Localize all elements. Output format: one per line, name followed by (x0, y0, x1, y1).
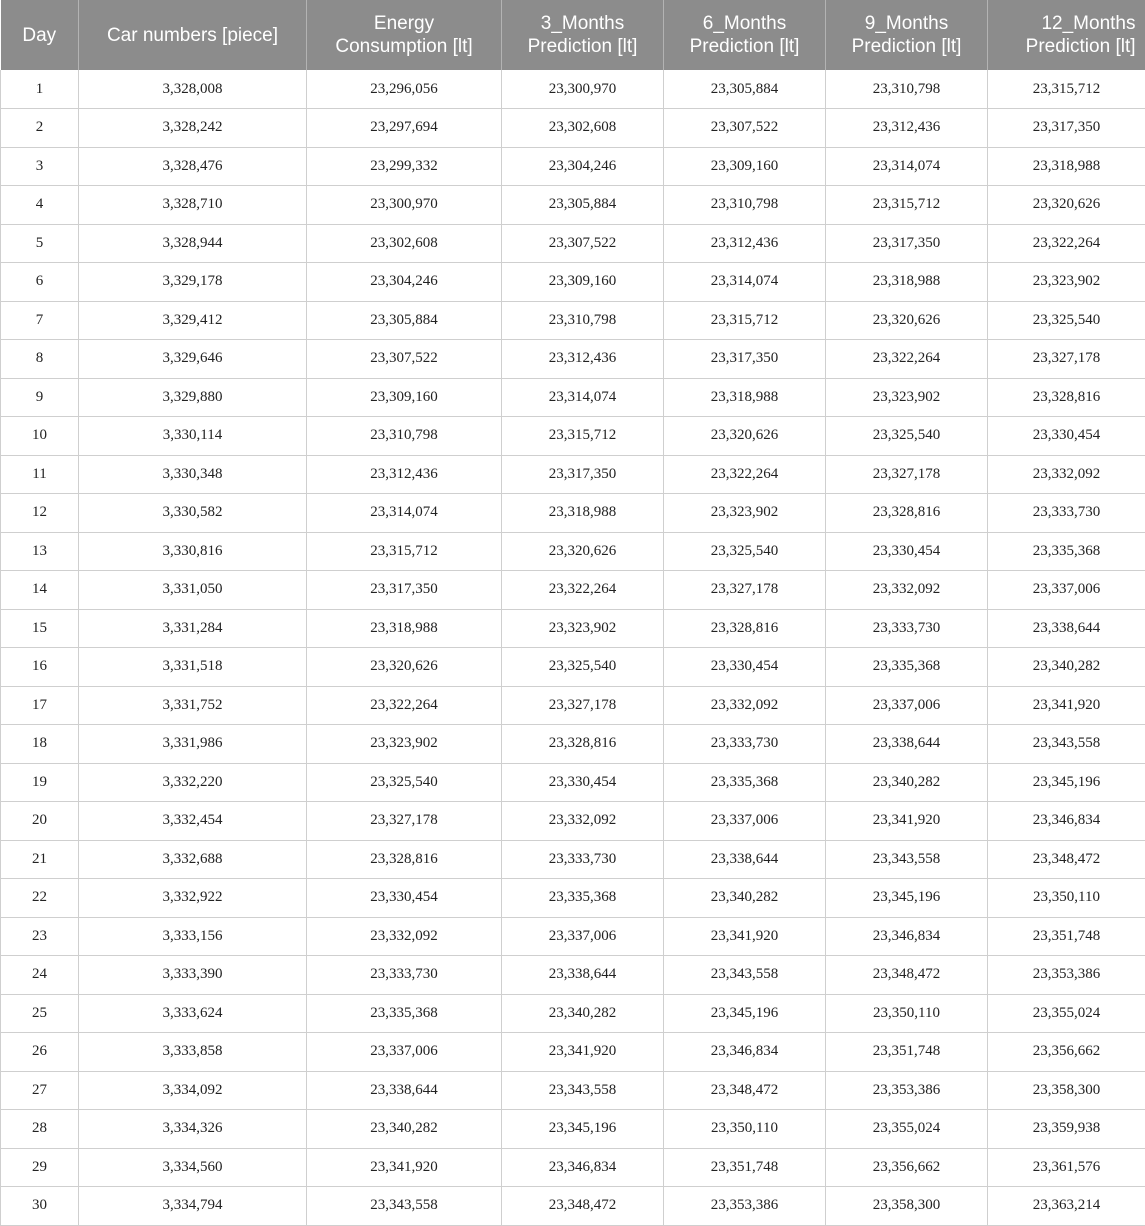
prediction-9m-cell: 23,346,834 (826, 917, 988, 956)
prediction-12m-cell: 23,359,938 (988, 1110, 1145, 1149)
table-row (1, 109, 1145, 148)
prediction-9m-cell: 23,327,178 (826, 455, 988, 494)
table-row (1, 301, 1145, 340)
day-cell: 8 (1, 340, 79, 379)
energy-consumption-cell: 23,299,332 (307, 147, 502, 186)
prediction-12m-cell: 23,355,024 (988, 994, 1145, 1033)
energy-consumption-cell: 23,297,694 (307, 109, 502, 148)
prediction-9m-cell: 23,335,368 (826, 648, 988, 687)
prediction-9m-cell: 23,356,662 (826, 1148, 988, 1187)
prediction-3m-cell: 23,302,608 (502, 109, 664, 148)
day-cell: 3 (1, 147, 79, 186)
energy-consumption-cell: 23,322,264 (307, 686, 502, 725)
prediction-3m-cell: 23,345,196 (502, 1110, 664, 1149)
day-cell: 6 (1, 263, 79, 302)
header-day: Day (1, 0, 79, 70)
prediction-3m-cell: 23,341,920 (502, 1033, 664, 1072)
day-cell: 17 (1, 686, 79, 725)
day-cell: 28 (1, 1110, 79, 1149)
table-row (1, 879, 1145, 918)
car-numbers-cell: 3,333,624 (79, 994, 307, 1033)
prediction-3m-cell: 23,335,368 (502, 879, 664, 918)
prediction-3m-cell: 23,309,160 (502, 263, 664, 302)
energy-consumption-cell: 23,330,454 (307, 879, 502, 918)
table-row (1, 224, 1145, 263)
prediction-6m-cell: 23,353,386 (664, 1187, 826, 1226)
table-row (1, 455, 1145, 494)
day-cell: 29 (1, 1148, 79, 1187)
day-cell: 9 (1, 378, 79, 417)
header-car-numbers: Car numbers [piece] (79, 0, 307, 70)
table-row (1, 763, 1145, 802)
prediction-12m-cell: 23,333,730 (988, 494, 1145, 533)
car-numbers-cell: 3,331,050 (79, 571, 307, 610)
day-cell: 7 (1, 301, 79, 340)
prediction-12m-cell: 23,348,472 (988, 840, 1145, 879)
prediction-6m-cell: 23,322,264 (664, 455, 826, 494)
energy-consumption-cell: 23,343,558 (307, 1187, 502, 1226)
prediction-3m-cell: 23,333,730 (502, 840, 664, 879)
prediction-3m-cell: 23,340,282 (502, 994, 664, 1033)
car-numbers-cell: 3,334,092 (79, 1071, 307, 1110)
prediction-3m-cell: 23,314,074 (502, 378, 664, 417)
car-numbers-cell: 3,330,582 (79, 494, 307, 533)
day-cell: 12 (1, 494, 79, 533)
day-cell: 15 (1, 609, 79, 648)
header-12-months-prediction: 12_Months Prediction [lt] (988, 0, 1145, 70)
day-cell: 4 (1, 186, 79, 225)
prediction-3m-cell: 23,304,246 (502, 147, 664, 186)
car-numbers-cell: 3,328,242 (79, 109, 307, 148)
day-cell: 18 (1, 725, 79, 764)
table-body (1, 70, 1145, 1225)
prediction-12m-cell: 23,322,264 (988, 224, 1145, 263)
day-cell: 13 (1, 532, 79, 571)
car-numbers-cell: 3,328,008 (79, 70, 307, 109)
energy-consumption-cell: 23,314,074 (307, 494, 502, 533)
car-numbers-cell: 3,331,284 (79, 609, 307, 648)
prediction-6m-cell: 23,345,196 (664, 994, 826, 1033)
table-row (1, 1110, 1145, 1149)
prediction-9m-cell: 23,340,282 (826, 763, 988, 802)
prediction-3m-cell: 23,307,522 (502, 224, 664, 263)
energy-consumption-cell: 23,320,626 (307, 648, 502, 687)
day-cell: 30 (1, 1187, 79, 1226)
prediction-3m-cell: 23,315,712 (502, 417, 664, 456)
car-numbers-cell: 3,330,114 (79, 417, 307, 456)
prediction-3m-cell: 23,338,644 (502, 956, 664, 995)
prediction-9m-cell: 23,315,712 (826, 186, 988, 225)
prediction-6m-cell: 23,333,730 (664, 725, 826, 764)
header-energy-consumption: Energy Consumption [lt] (307, 0, 502, 70)
prediction-6m-cell: 23,351,748 (664, 1148, 826, 1187)
energy-consumption-cell: 23,338,644 (307, 1071, 502, 1110)
prediction-6m-cell: 23,320,626 (664, 417, 826, 456)
day-cell: 27 (1, 1071, 79, 1110)
energy-consumption-cell: 23,317,350 (307, 571, 502, 610)
prediction-9m-cell: 23,332,092 (826, 571, 988, 610)
prediction-3m-cell: 23,348,472 (502, 1187, 664, 1226)
table-row (1, 417, 1145, 456)
table-header (1, 0, 1145, 70)
prediction-6m-cell: 23,318,988 (664, 378, 826, 417)
table-row (1, 378, 1145, 417)
prediction-12m-cell: 23,338,644 (988, 609, 1145, 648)
car-numbers-cell: 3,332,454 (79, 802, 307, 841)
prediction-9m-cell: 23,348,472 (826, 956, 988, 995)
prediction-12m-cell: 23,335,368 (988, 532, 1145, 571)
prediction-3m-cell: 23,330,454 (502, 763, 664, 802)
prediction-9m-cell: 23,322,264 (826, 340, 988, 379)
prediction-9m-cell: 23,325,540 (826, 417, 988, 456)
prediction-12m-cell: 23,351,748 (988, 917, 1145, 956)
car-numbers-cell: 3,329,880 (79, 378, 307, 417)
car-numbers-cell: 3,329,178 (79, 263, 307, 302)
prediction-3m-cell: 23,328,816 (502, 725, 664, 764)
energy-consumption-cell: 23,333,730 (307, 956, 502, 995)
header-9-months-prediction: 9_Months Prediction [lt] (826, 0, 988, 70)
car-numbers-cell: 3,330,348 (79, 455, 307, 494)
energy-consumption-cell: 23,315,712 (307, 532, 502, 571)
car-numbers-cell: 3,331,986 (79, 725, 307, 764)
table-row (1, 802, 1145, 841)
car-numbers-cell: 3,332,220 (79, 763, 307, 802)
table-row (1, 340, 1145, 379)
day-cell: 24 (1, 956, 79, 995)
prediction-9m-cell: 23,323,902 (826, 378, 988, 417)
prediction-6m-cell: 23,341,920 (664, 917, 826, 956)
energy-consumption-cell: 23,296,056 (307, 70, 502, 109)
prediction-12m-cell: 23,330,454 (988, 417, 1145, 456)
energy-consumption-cell: 23,325,540 (307, 763, 502, 802)
table-row (1, 1071, 1145, 1110)
prediction-6m-cell: 23,325,540 (664, 532, 826, 571)
header-3-months-prediction: 3_Months Prediction [lt] (502, 0, 664, 70)
day-cell: 11 (1, 455, 79, 494)
table-row (1, 263, 1145, 302)
energy-consumption-cell: 23,323,902 (307, 725, 502, 764)
prediction-6m-cell: 23,323,902 (664, 494, 826, 533)
car-numbers-cell: 3,328,710 (79, 186, 307, 225)
prediction-9m-cell: 23,312,436 (826, 109, 988, 148)
energy-consumption-cell: 23,310,798 (307, 417, 502, 456)
energy-consumption-cell: 23,318,988 (307, 609, 502, 648)
prediction-12m-cell: 23,340,282 (988, 648, 1145, 687)
prediction-12m-cell: 23,323,902 (988, 263, 1145, 302)
header-row (1, 0, 1145, 70)
prediction-12m-cell: 23,337,006 (988, 571, 1145, 610)
prediction-12m-cell: 23,320,626 (988, 186, 1145, 225)
day-cell: 22 (1, 879, 79, 918)
prediction-3m-cell: 23,317,350 (502, 455, 664, 494)
table-row (1, 571, 1145, 610)
table-row (1, 994, 1145, 1033)
prediction-6m-cell: 23,310,798 (664, 186, 826, 225)
car-numbers-cell: 3,328,476 (79, 147, 307, 186)
prediction-3m-cell: 23,325,540 (502, 648, 664, 687)
prediction-3m-cell: 23,310,798 (502, 301, 664, 340)
table-row (1, 186, 1145, 225)
prediction-9m-cell: 23,350,110 (826, 994, 988, 1033)
prediction-9m-cell: 23,351,748 (826, 1033, 988, 1072)
prediction-6m-cell: 23,335,368 (664, 763, 826, 802)
prediction-6m-cell: 23,327,178 (664, 571, 826, 610)
prediction-3m-cell: 23,322,264 (502, 571, 664, 610)
table-row (1, 686, 1145, 725)
prediction-3m-cell: 23,327,178 (502, 686, 664, 725)
energy-consumption-cell: 23,327,178 (307, 802, 502, 841)
energy-consumption-cell: 23,305,884 (307, 301, 502, 340)
car-numbers-cell: 3,333,156 (79, 917, 307, 956)
prediction-6m-cell: 23,348,472 (664, 1071, 826, 1110)
prediction-6m-cell: 23,338,644 (664, 840, 826, 879)
car-numbers-cell: 3,334,326 (79, 1110, 307, 1149)
day-cell: 10 (1, 417, 79, 456)
prediction-12m-cell: 23,341,920 (988, 686, 1145, 725)
prediction-9m-cell: 23,345,196 (826, 879, 988, 918)
prediction-12m-cell: 23,353,386 (988, 956, 1145, 995)
prediction-12m-cell: 23,356,662 (988, 1033, 1145, 1072)
prediction-12m-cell: 23,328,816 (988, 378, 1145, 417)
prediction-6m-cell: 23,312,436 (664, 224, 826, 263)
prediction-6m-cell: 23,328,816 (664, 609, 826, 648)
car-numbers-cell: 3,331,518 (79, 648, 307, 687)
prediction-6m-cell: 23,337,006 (664, 802, 826, 841)
energy-consumption-cell: 23,304,246 (307, 263, 502, 302)
prediction-12m-cell: 23,346,834 (988, 802, 1145, 841)
prediction-3m-cell: 23,343,558 (502, 1071, 664, 1110)
prediction-12m-cell: 23,317,350 (988, 109, 1145, 148)
table-row (1, 494, 1145, 533)
prediction-6m-cell: 23,309,160 (664, 147, 826, 186)
table-row (1, 609, 1145, 648)
prediction-3m-cell: 23,320,626 (502, 532, 664, 571)
prediction-9m-cell: 23,358,300 (826, 1187, 988, 1226)
car-numbers-cell: 3,330,816 (79, 532, 307, 571)
prediction-9m-cell: 23,314,074 (826, 147, 988, 186)
prediction-12m-cell: 23,363,214 (988, 1187, 1145, 1226)
table-row (1, 956, 1145, 995)
day-cell: 1 (1, 70, 79, 109)
prediction-3m-cell: 23,300,970 (502, 70, 664, 109)
prediction-12m-cell: 23,325,540 (988, 301, 1145, 340)
prediction-6m-cell: 23,305,884 (664, 70, 826, 109)
table-row (1, 1187, 1145, 1226)
energy-consumption-cell: 23,341,920 (307, 1148, 502, 1187)
day-cell: 16 (1, 648, 79, 687)
prediction-12m-cell: 23,327,178 (988, 340, 1145, 379)
prediction-12m-cell: 23,318,988 (988, 147, 1145, 186)
prediction-9m-cell: 23,330,454 (826, 532, 988, 571)
prediction-9m-cell: 23,328,816 (826, 494, 988, 533)
prediction-3m-cell: 23,318,988 (502, 494, 664, 533)
day-cell: 14 (1, 571, 79, 610)
day-cell: 25 (1, 994, 79, 1033)
prediction-6m-cell: 23,330,454 (664, 648, 826, 687)
prediction-3m-cell: 23,323,902 (502, 609, 664, 648)
car-numbers-cell: 3,333,390 (79, 956, 307, 995)
prediction-9m-cell: 23,320,626 (826, 301, 988, 340)
energy-consumption-cell: 23,307,522 (307, 340, 502, 379)
prediction-12m-cell: 23,358,300 (988, 1071, 1145, 1110)
day-cell: 2 (1, 109, 79, 148)
prediction-9m-cell: 23,337,006 (826, 686, 988, 725)
prediction-12m-cell: 23,343,558 (988, 725, 1145, 764)
prediction-6m-cell: 23,314,074 (664, 263, 826, 302)
energy-consumption-cell: 23,328,816 (307, 840, 502, 879)
header-6-months-prediction: 6_Months Prediction [lt] (664, 0, 826, 70)
car-numbers-cell: 3,331,752 (79, 686, 307, 725)
energy-consumption-cell: 23,335,368 (307, 994, 502, 1033)
prediction-12m-cell: 23,361,576 (988, 1148, 1145, 1187)
energy-consumption-cell: 23,302,608 (307, 224, 502, 263)
table-row (1, 532, 1145, 571)
energy-consumption-cell: 23,309,160 (307, 378, 502, 417)
prediction-3m-cell: 23,305,884 (502, 186, 664, 225)
prediction-9m-cell: 23,343,558 (826, 840, 988, 879)
prediction-12m-cell: 23,332,092 (988, 455, 1145, 494)
table-row (1, 648, 1145, 687)
car-numbers-cell: 3,329,412 (79, 301, 307, 340)
energy-consumption-cell: 23,337,006 (307, 1033, 502, 1072)
prediction-6m-cell: 23,343,558 (664, 956, 826, 995)
car-numbers-cell: 3,334,794 (79, 1187, 307, 1226)
energy-consumption-cell: 23,300,970 (307, 186, 502, 225)
energy-consumption-cell: 23,332,092 (307, 917, 502, 956)
day-cell: 21 (1, 840, 79, 879)
prediction-3m-cell: 23,337,006 (502, 917, 664, 956)
prediction-9m-cell: 23,341,920 (826, 802, 988, 841)
prediction-3m-cell: 23,346,834 (502, 1148, 664, 1187)
prediction-9m-cell: 23,318,988 (826, 263, 988, 302)
car-numbers-cell: 3,328,944 (79, 224, 307, 263)
prediction-9m-cell: 23,355,024 (826, 1110, 988, 1149)
prediction-9m-cell: 23,353,386 (826, 1071, 988, 1110)
prediction-6m-cell: 23,317,350 (664, 340, 826, 379)
table-row (1, 725, 1145, 764)
prediction-6m-cell: 23,332,092 (664, 686, 826, 725)
prediction-6m-cell: 23,307,522 (664, 109, 826, 148)
prediction-9m-cell: 23,333,730 (826, 609, 988, 648)
prediction-12m-cell: 23,350,110 (988, 879, 1145, 918)
prediction-12m-cell: 23,315,712 (988, 70, 1145, 109)
day-cell: 26 (1, 1033, 79, 1072)
car-numbers-cell: 3,332,688 (79, 840, 307, 879)
day-cell: 19 (1, 763, 79, 802)
car-numbers-cell: 3,329,646 (79, 340, 307, 379)
prediction-6m-cell: 23,350,110 (664, 1110, 826, 1149)
energy-consumption-cell: 23,340,282 (307, 1110, 502, 1149)
prediction-3m-cell: 23,332,092 (502, 802, 664, 841)
table-row (1, 70, 1145, 109)
prediction-6m-cell: 23,340,282 (664, 879, 826, 918)
table-row (1, 917, 1145, 956)
prediction-12m-cell: 23,345,196 (988, 763, 1145, 802)
prediction-6m-cell: 23,346,834 (664, 1033, 826, 1072)
table-row (1, 1033, 1145, 1072)
day-cell: 20 (1, 802, 79, 841)
prediction-9m-cell: 23,317,350 (826, 224, 988, 263)
day-cell: 5 (1, 224, 79, 263)
prediction-3m-cell: 23,312,436 (502, 340, 664, 379)
table-row (1, 147, 1145, 186)
day-cell: 23 (1, 917, 79, 956)
car-numbers-cell: 3,334,560 (79, 1148, 307, 1187)
car-numbers-cell: 3,333,858 (79, 1033, 307, 1072)
energy-consumption-cell: 23,312,436 (307, 455, 502, 494)
prediction-9m-cell: 23,310,798 (826, 70, 988, 109)
table-row (1, 840, 1145, 879)
table-row (1, 1148, 1145, 1187)
prediction-9m-cell: 23,338,644 (826, 725, 988, 764)
prediction-6m-cell: 23,315,712 (664, 301, 826, 340)
car-numbers-cell: 3,332,922 (79, 879, 307, 918)
